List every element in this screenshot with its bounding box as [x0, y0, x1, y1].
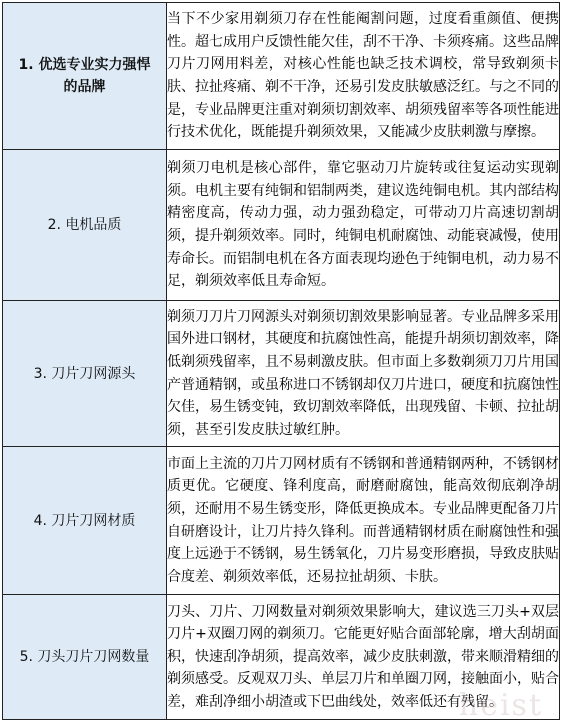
row-label: 5. 刀头刀片刀网数量	[19, 649, 150, 665]
row-description: 当下不少家用剃须刀存在性能阉割问题，过度看重颜值、便携性。超七成用户反馈性能欠佳，刮不干净、卡须疼痛。这些品牌刀片刀网用料差，对核心性能也缺乏技术调校，常导致剃须卡肤、拉扯疼痛、剃不干净，还易引发皮肤敏感泛红。与之不同的是，专业品牌更注重对剃须切割效率、胡须残留率等各项性能进行技术优化，既能提升剃须效果，又能减少皮肤刺激与摩擦。	[167, 3, 560, 150]
table-row	[3, 150, 560, 301]
row-label: 1. 优选专业实力强悍的品牌	[18, 57, 151, 95]
table-row	[3, 3, 560, 150]
comparison-table	[2, 2, 560, 720]
row-description: 市面上主流的刀片刀网材质有不锈钢和普通精钢两种，不锈钢材质更优。它硬度、锋利度高，耐磨耐腐蚀，能高效彻底剃净胡须，还耐用不易生锈变形，降低更换成本。专业品牌更配备刀片自研磨设计，让刀片持久锋利。而普通精钢材质在耐腐蚀性和强度上远逊于不锈钢，易生锈氧化，刀片易变形磨损，导致皮肤贴合度差、剃须效率低，还易拉扯胡须、卡肤。	[167, 447, 560, 595]
row-description: 剃须刀电机是核心部件，靠它驱动刀片旋转或往复运动实现剃须。电机主要有纯铜和铝制两类，建议选纯铜电机。其内部结构精密度高，传动力强，动力强劲稳定，可带动刀片高速切割胡须，提升剃须效率。同时，纯铜电机耐腐蚀、动能衰减慢，使用寿命长。而铝制电机在各方面表现均逊色于纯铜电机，动力易不足，剃须效率低且寿命短。	[167, 150, 560, 301]
row-label-cell	[3, 595, 167, 720]
row-label: 3. 刀片刀网源头	[33, 365, 136, 382]
row-label-cell	[3, 3, 167, 150]
table-row	[3, 301, 560, 447]
row-label: 4. 刀片刀网材质	[33, 512, 136, 529]
row-label-cell	[3, 447, 167, 595]
row-label-cell	[3, 301, 167, 447]
row-description: 刀头、刀片、刀网数量对剃须效果影响大，建议选三刀头+双层刀片+双圈刀网的剃须刀。它能更好贴合面部轮廓，增大刮胡面积，快速刮净胡须，提高效率，减少皮肤刺激，带来顺滑精细的剃须感受。反观双刀头、单层刀片和单圈刀网，接触面小，贴合差，难刮净细小胡渣或下巴曲线处，效率低还有残留。	[167, 595, 560, 720]
row-label-cell	[3, 150, 167, 301]
table-row	[3, 447, 560, 595]
row-label: 2. 电机品质	[47, 217, 122, 233]
watermark: heist	[458, 688, 543, 723]
row-description: 剃须刀刀片刀网源头对剃须切割效果影响显著。专业品牌多采用国外进口钢材，其硬度和抗腐蚀性高，能提升胡须切割效率，降低剃须残留率，且不易刺激皮肤。但市面上多数剃须刀刀片用国产普通精钢，或虽称进口不锈钢却仅刀片进口，硬度和抗腐蚀性欠佳，易生锈变钝，致切割效率降低，出现残留、卡顿、拉扯胡须，甚至引发皮肤过敏红肿。	[167, 301, 560, 447]
